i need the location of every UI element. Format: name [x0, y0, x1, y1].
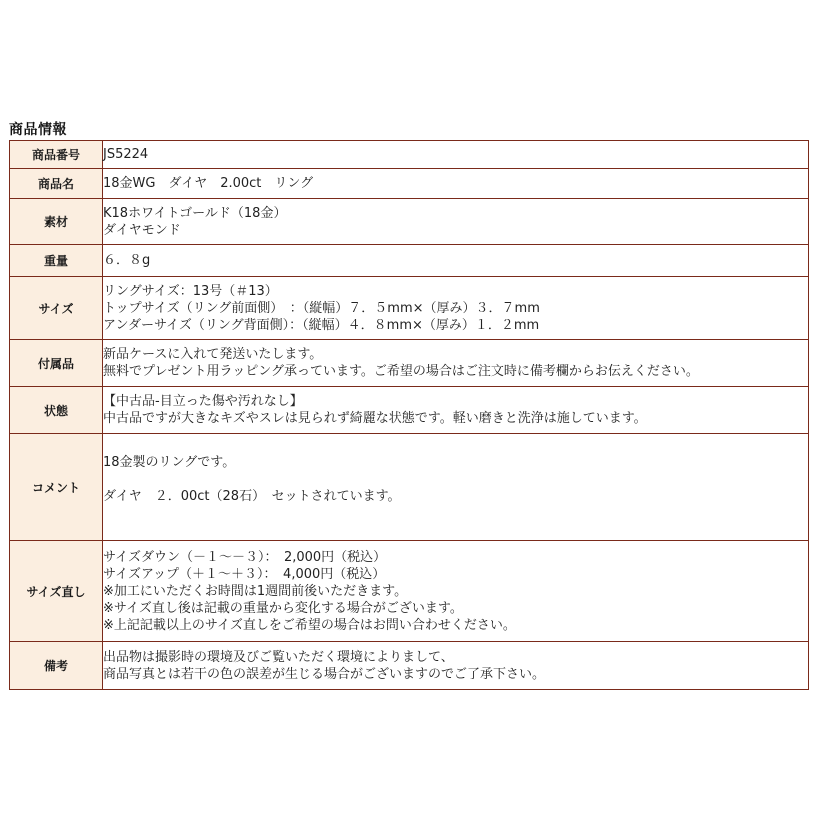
value-remarks	[103, 642, 809, 690]
weight-text: ６．８g	[103, 253, 151, 268]
value-product-number	[103, 141, 809, 169]
comment-line: 18金製のリングです。	[103, 455, 236, 470]
condition-line: 中古品ですが大きなキズやスレは見られず綺麗な状態です。軽い磨きと洗浄は施しています。	[103, 411, 647, 426]
size-line: アンダーサイズ（リング背面側）：（縦幅）４．８mm×（厚み）１．２mm	[103, 317, 540, 333]
value-accessories	[103, 340, 809, 387]
accessories-line: 新品ケースに入れて発送いたします。	[103, 347, 323, 362]
size-line: トップサイズ（リング前面側） ：（縦幅）７．５mm×（厚み）３．７mm	[103, 300, 540, 316]
product-number-text: JS5224	[103, 147, 149, 162]
value-size	[103, 277, 809, 340]
row-product-number	[10, 141, 809, 169]
condition-line: 【中古品-目立った傷や汚れなし】	[103, 394, 303, 409]
resize-line: サイズアップ（＋１～＋３）： 4,000円（税込）	[103, 566, 386, 582]
resize-line: ※上記記載以上のサイズ直しをご希望の場合はお問い合わせください。	[103, 617, 516, 633]
resize-line: ※サイズ直し後は記載の重量から変化する場合がございます。	[103, 600, 463, 616]
size-line: リングサイズ：13号（＃13）	[103, 283, 278, 299]
value-comment	[103, 434, 809, 541]
value-resize	[103, 541, 809, 642]
row-comment	[10, 434, 809, 541]
row-condition	[10, 387, 809, 434]
value-product-name	[103, 169, 809, 199]
value-condition	[103, 387, 809, 434]
material-line: K18ホワイトゴールド（18金）	[103, 205, 287, 221]
material-line: ダイヤモンド	[103, 222, 181, 238]
row-remarks	[10, 642, 809, 690]
label-condition: 状態	[10, 387, 103, 434]
product-info-table	[9, 140, 809, 690]
label-material: 素材	[10, 199, 103, 245]
row-resize	[10, 541, 809, 642]
label-product-name: 商品名	[10, 169, 103, 199]
label-size: サイズ	[10, 277, 103, 340]
accessories-line: 無料でプレゼント用ラッピング承っています。ご希望の場合はご注文時に備考欄からお伝えください。	[103, 364, 699, 379]
label-weight: 重量	[10, 245, 103, 277]
value-weight	[103, 245, 809, 277]
row-weight	[10, 245, 809, 277]
row-size	[10, 277, 809, 340]
label-remarks: 備考	[10, 642, 103, 690]
label-accessories: 付属品	[10, 340, 103, 387]
comment-spacer	[103, 471, 808, 488]
remarks-line: 出品物は撮影時の環境及びご覧いただく環境によりまして、	[103, 649, 454, 665]
section-title: 商品情報	[9, 122, 67, 138]
resize-line: サイズダウン（－１～－３）： 2,000円（税込）	[103, 549, 387, 565]
value-material	[103, 199, 809, 245]
remarks-line: 商品写真とは若干の色の誤差が生じる場合がございますのでご了承下さい。	[103, 666, 546, 682]
label-resize: サイズ直し	[10, 541, 103, 642]
label-comment: コメント	[10, 434, 103, 541]
comment-line: ダイヤ ２．00ct（28石） セットされています。	[103, 489, 401, 504]
product-name-text: 18金WG ダイヤ 2.00ct リング	[103, 176, 314, 191]
row-material	[10, 199, 809, 245]
label-product-number: 商品番号	[10, 141, 103, 169]
row-product-name	[10, 169, 809, 199]
resize-line: ※加工にいただくお時間は1週間前後いただきます。	[103, 583, 408, 599]
row-accessories	[10, 340, 809, 387]
